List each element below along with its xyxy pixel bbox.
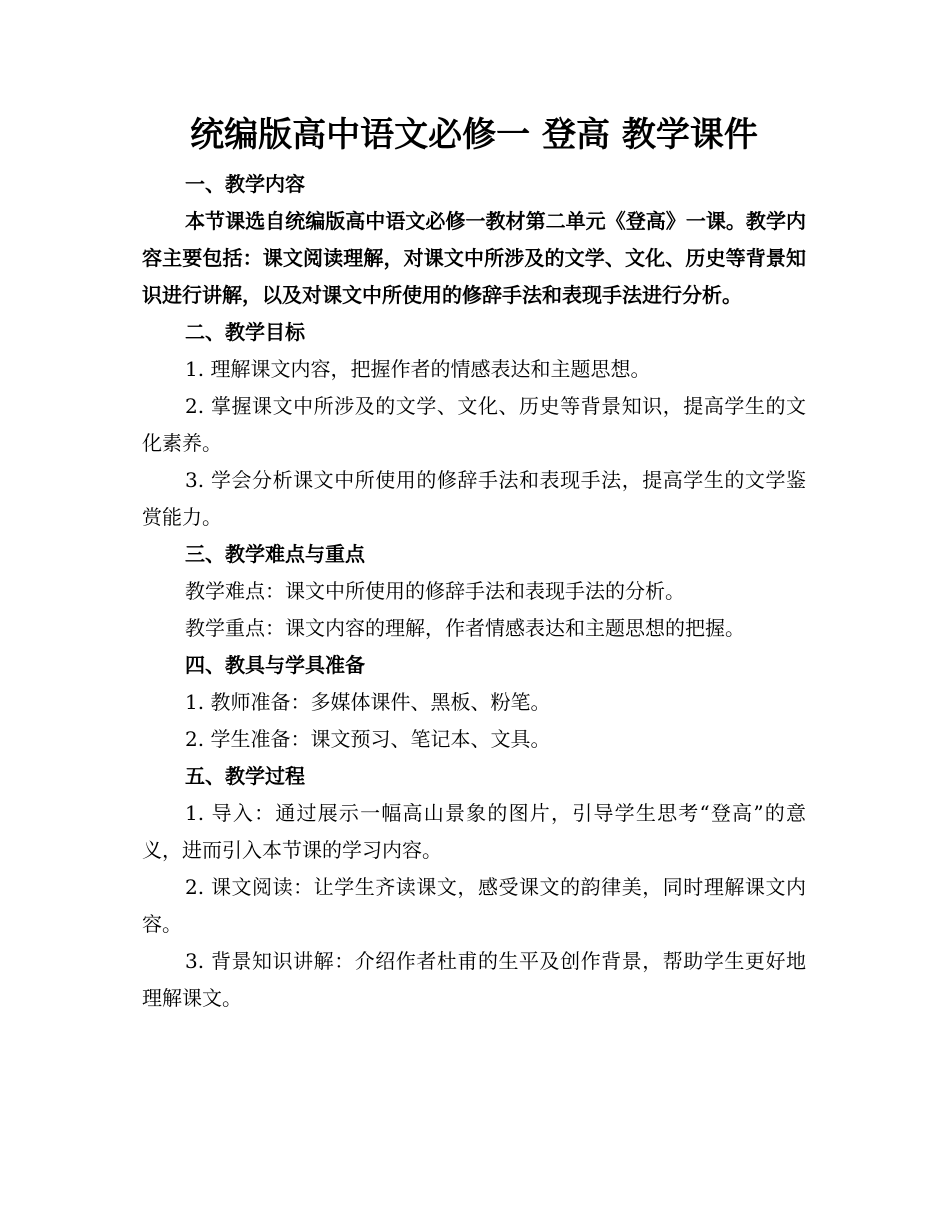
section-heading: 四、教具与学具准备	[185, 653, 365, 677]
section-heading: 一、教学内容	[185, 172, 305, 196]
section-paragraph: 1. 导入：通过展示一幅高山景象的图片，引导学生思考“登高”的意义，进而引入本节课的学习内容。	[142, 801, 806, 862]
section-heading: 五、教学过程	[185, 764, 305, 788]
section-paragraph: 3. 背景知识讲解：介绍作者杜甫的生平及创作背景，帮助学生更好地理解课文。	[142, 949, 806, 1010]
section-paragraph: 2. 学生准备：课文预习、笔记本、文具。	[185, 727, 551, 751]
section-teaching-goals	[142, 314, 806, 536]
document-title: 统编版高中语文必修一 登高 教学课件	[190, 115, 758, 155]
section-paragraph: 1. 教师准备：多媒体课件、黑板、粉笔。	[185, 690, 551, 714]
document-page	[142, 108, 806, 1017]
section-difficulties-and-key-points	[142, 536, 806, 647]
section-heading: 二、教学目标	[185, 320, 305, 344]
section-heading: 三、教学难点与重点	[185, 542, 365, 566]
section-teaching-tools	[142, 647, 806, 758]
section-paragraph: 本节课选自统编版高中语文必修一教材第二单元《登高》一课。教学内容主要包括：课文阅读理解，对课文中所涉及的文学、文化、历史等背景知识进行讲解，以及对课文中所使用的修辞手法和表现手法进行分析。	[142, 209, 806, 307]
section-paragraph: 1. 理解课文内容，把握作者的情感表达和主题思想。	[185, 357, 651, 381]
section-paragraph: 2. 课文阅读：让学生齐读课文，感受课文的韵律美，同时理解课文内容。	[142, 875, 806, 936]
section-teaching-content	[142, 166, 806, 314]
section-teaching-process	[142, 758, 806, 1017]
section-paragraph: 2. 掌握课文中所涉及的文学、文化、历史等背景知识，提高学生的文化素养。	[142, 394, 806, 455]
section-paragraph: 教学难点：课文中所使用的修辞手法和表现手法的分析。	[185, 579, 685, 603]
section-paragraph: 3. 学会分析课文中所使用的修辞手法和表现手法，提高学生的文学鉴赏能力。	[142, 468, 806, 529]
section-paragraph: 教学重点：课文内容的理解，作者情感表达和主题思想的把握。	[185, 616, 745, 640]
